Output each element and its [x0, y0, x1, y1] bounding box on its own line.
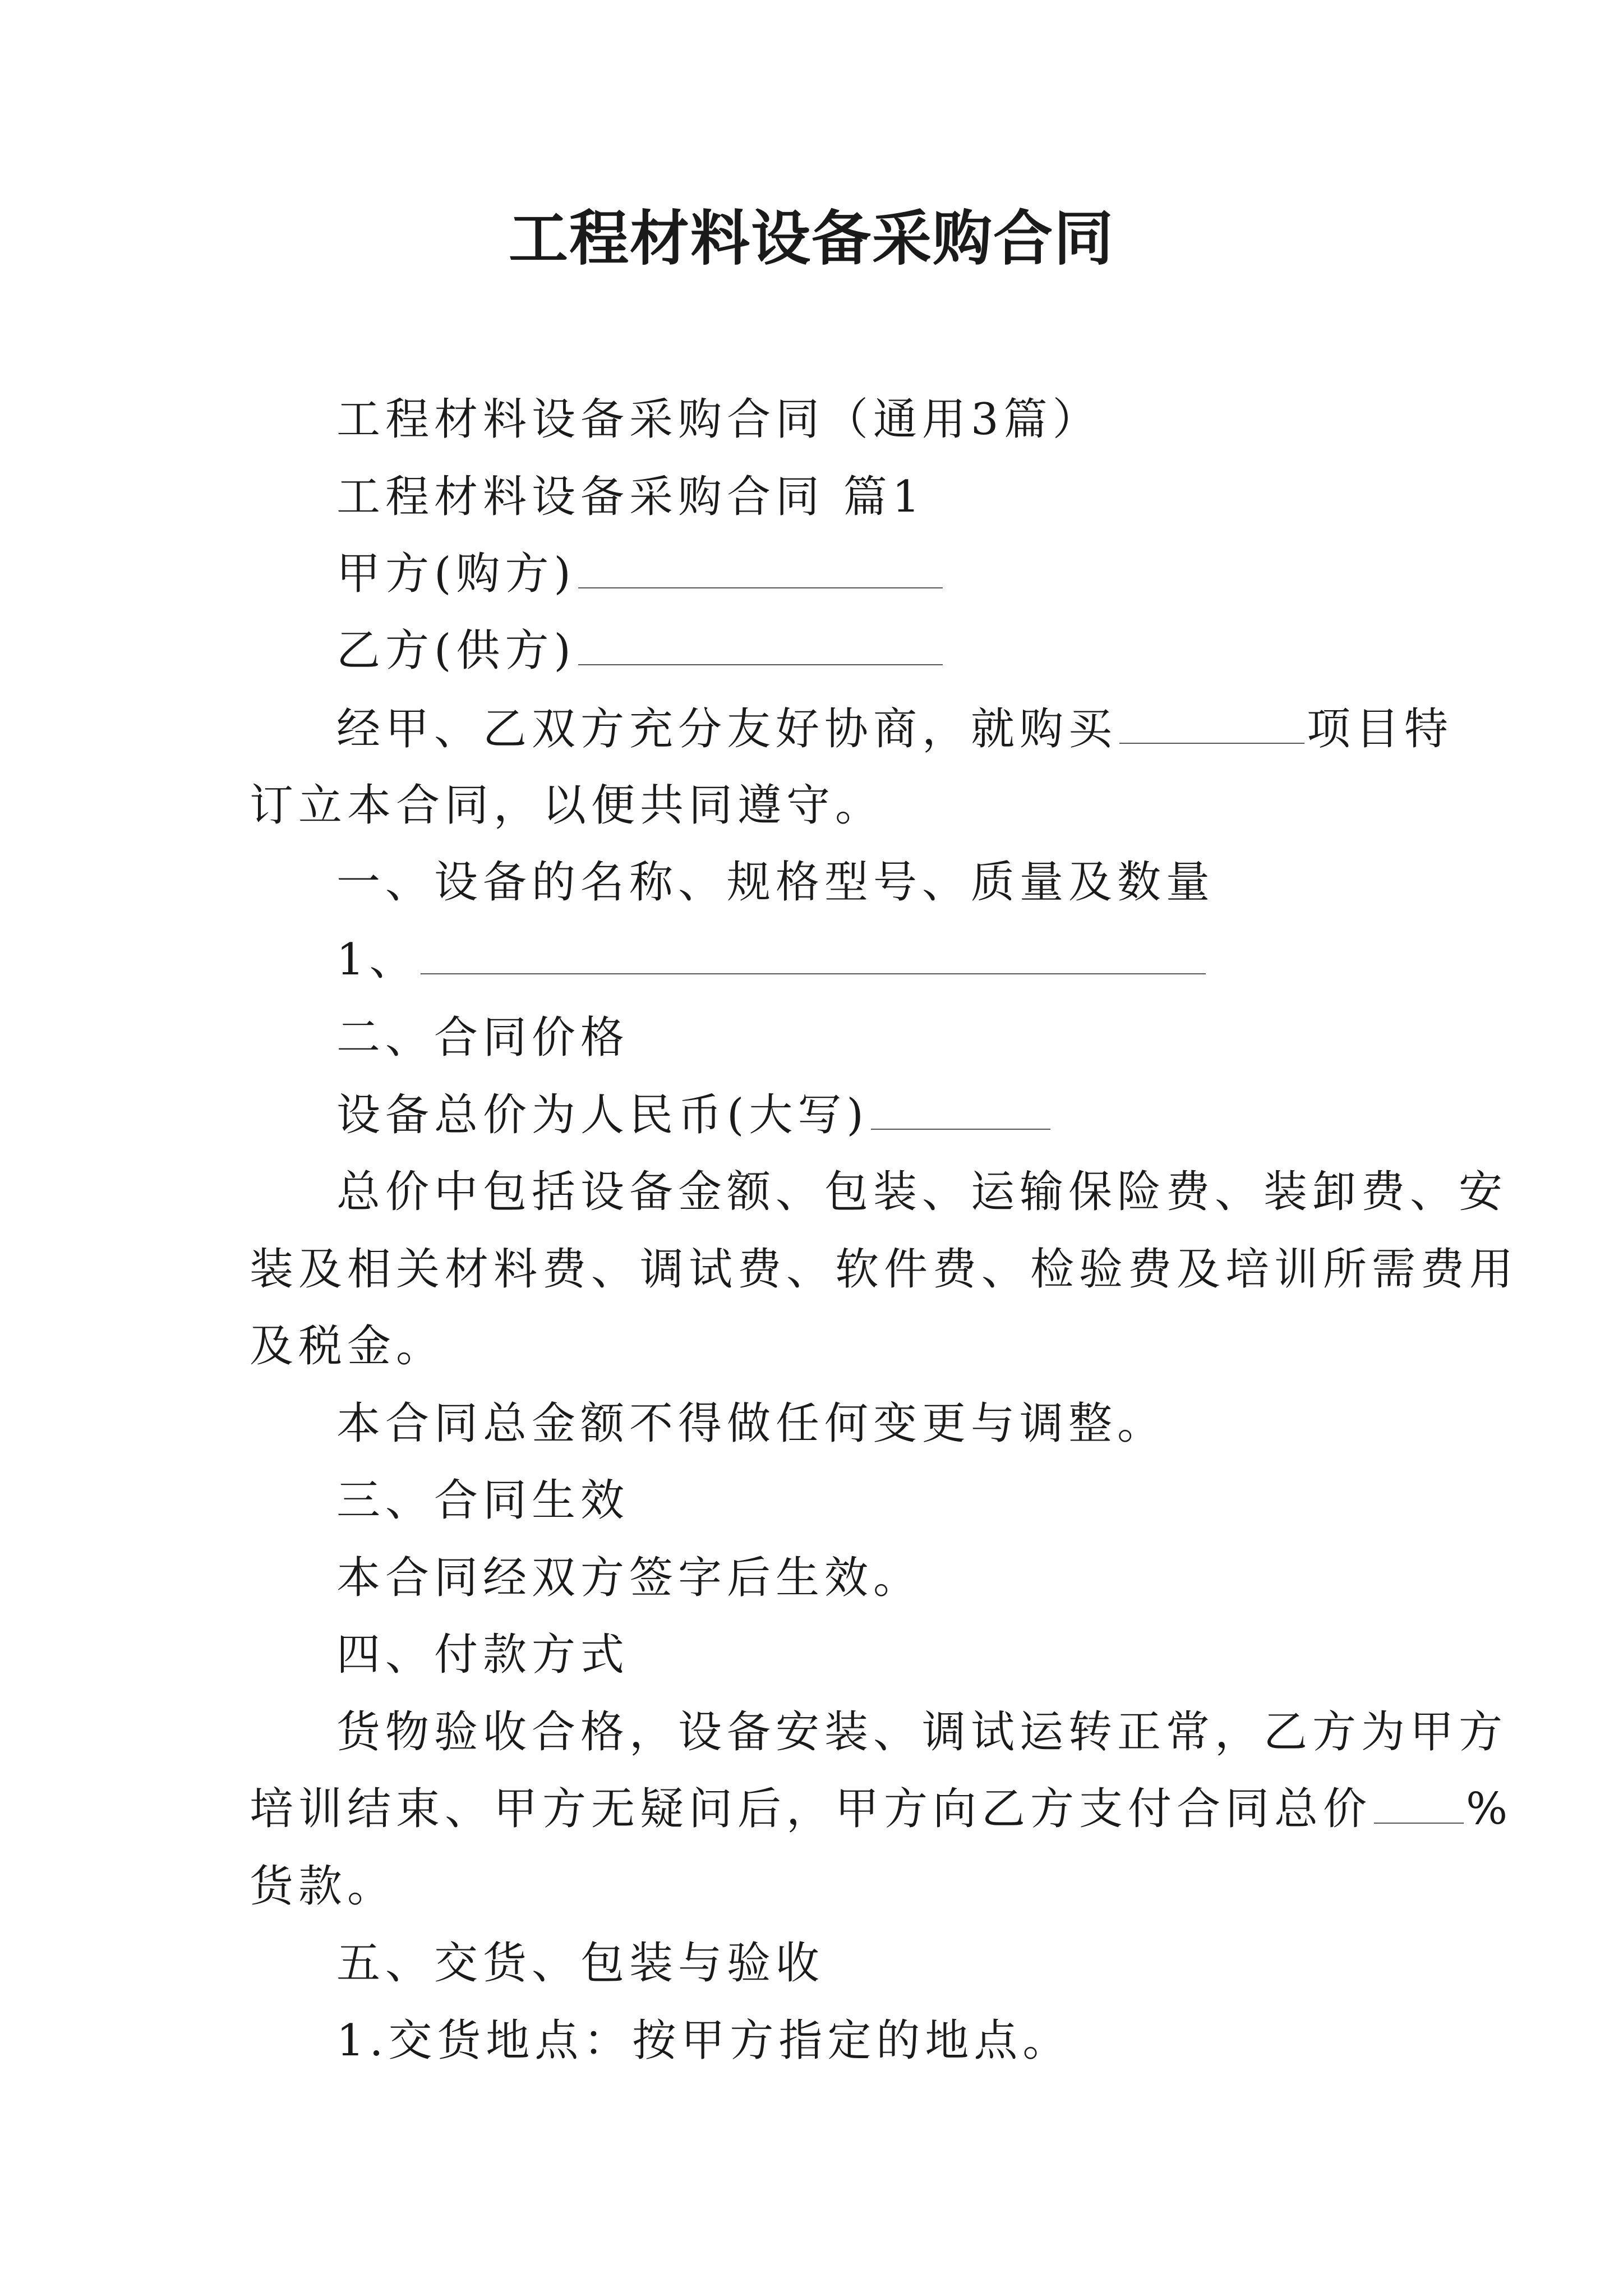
- project-blank: [1119, 698, 1304, 744]
- payment-text-2: 培训结束、甲方无疑问后，甲方向乙方支付合同总价: [250, 1784, 1372, 1834]
- price-includes-text-2: 装及相关材料费、调试费、软件费、检验费及培训所需费用: [250, 1244, 1519, 1295]
- payment-text-1: 货物验收合格，设备安装、调试运转正常，乙方为甲方: [336, 1707, 1508, 1757]
- clause-4-heading: [336, 1617, 629, 1693]
- total-price-blank: [871, 1084, 1050, 1130]
- section-heading-line: [336, 459, 925, 535]
- agreement-text-c: 订立本合同，以便共同遵守。: [250, 780, 884, 831]
- clause-1-item: [336, 922, 1208, 998]
- clause-1-item-number: 1、: [336, 935, 418, 985]
- clause-2-heading-text: 二、合同价格: [336, 1013, 630, 1063]
- payment-line-1: [336, 1694, 1507, 1770]
- payment-line-2: [250, 1771, 1513, 1847]
- agreement-line-1: [336, 691, 1453, 767]
- price-includes-text-1: 总价中包括设备金额、包装、运输保险费、装卸费、安: [336, 1167, 1508, 1217]
- party-a-label: 甲方(购方): [336, 549, 576, 599]
- total-price-label: 设备总价为人民币(大写): [336, 1090, 869, 1140]
- clause-1-heading: [336, 844, 1215, 921]
- party-b-label: 乙方(供方): [336, 625, 576, 676]
- clause-5-heading: [336, 1925, 824, 2001]
- payment-line-3: [250, 1848, 396, 1925]
- no-change-line: [336, 1386, 1166, 1462]
- total-price-line: [336, 1077, 1053, 1153]
- clause-4-heading-text: 四、付款方式: [336, 1630, 630, 1680]
- party-a-blank: [578, 542, 943, 588]
- subtitle-text: 工程材料设备采购合同（通用3篇）: [336, 394, 1101, 445]
- payment-text-3: 货款。: [250, 1861, 396, 1912]
- delivery-text: 1.交货地点：按甲方指定的地点。: [336, 2016, 1072, 2066]
- clause-3-heading: [336, 1462, 629, 1539]
- price-includes-text-3: 及税金。: [250, 1321, 445, 1372]
- price-includes-line-1: [336, 1154, 1507, 1230]
- document-title: 工程材料设备采购合同: [509, 203, 1114, 273]
- clause-2-heading: [336, 1000, 629, 1076]
- percent-blank: [1374, 1778, 1464, 1824]
- delivery-line: [336, 2003, 1071, 2079]
- percent-sign: %: [1466, 1784, 1513, 1834]
- no-change-text: 本合同总金额不得做任何变更与调整。: [336, 1398, 1166, 1449]
- agreement-text-a: 经甲、乙双方充分友好协商，就购买: [336, 704, 1118, 754]
- clause-3-heading-text: 三、合同生效: [336, 1475, 630, 1526]
- effective-text: 本合同经双方签字后生效。: [336, 1553, 923, 1603]
- price-includes-line-3: [250, 1308, 445, 1384]
- price-includes-line-2: [250, 1231, 1518, 1308]
- equipment-blank: [421, 928, 1206, 974]
- agreement-line-2: [250, 767, 884, 844]
- clause-5-heading-text: 五、交货、包装与验收: [336, 1938, 825, 1989]
- effective-line: [336, 1540, 922, 1616]
- section-heading-text: 工程材料设备采购合同 篇1: [336, 472, 925, 522]
- subtitle-line: [336, 381, 1101, 458]
- agreement-text-b: 项目特: [1307, 704, 1454, 754]
- party-a-line: [336, 536, 945, 612]
- party-b-line: [336, 613, 945, 689]
- clause-1-heading-text: 一、设备的名称、规格型号、质量及数量: [336, 857, 1215, 908]
- party-b-blank: [578, 619, 943, 665]
